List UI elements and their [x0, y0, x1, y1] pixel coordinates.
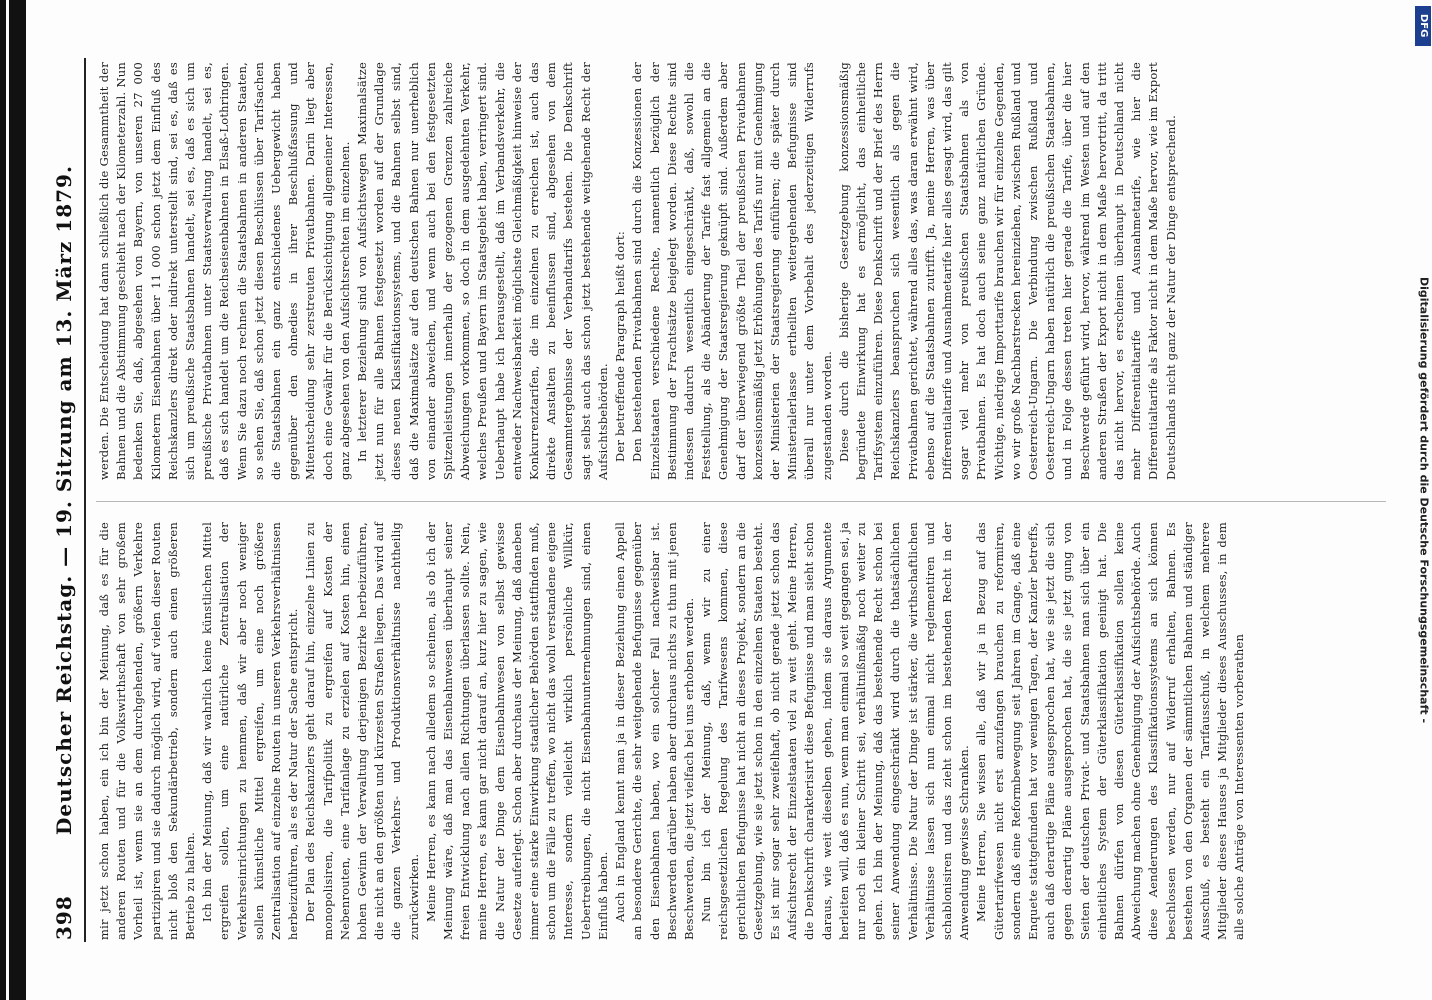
paragraph: Diese durch die bisherige Gesetzgebung konzessionsmäßig begründete Einwirkung hat es ermöglicht, das einheitliche Tarifsystem einzuführen. Diese Denkschrift und der Brief des Herrn Reichskanzlers beanspruchen sich wesentlich als gegen die Privatbahnen gerichtet, während alles das, was daran erwähnt wird, ebenso auf die Staatsbahnen zutrifft. Ja, meine Herren, was über Differentialtarife und Ausnahmetarife hier alles gesagt wird, das gilt sogar viel mehr von preußischen Staatsbahnen als von Privatbahnen. Es hat doch auch seine ganz natürlichen Gründe. Wichtige, niedrige Importtarife brauchen wir für einzelne Gegenden, wo wir große Nachbarstrecken hereinziehen, zwischen Rußland und Oesterreich-Ungarn. Die Verbindung zwischen Rußland und Oesterreich-Ungarn haben natürlich die preußischen Staatsbahnen, und in Folge dessen treten hier gerade die Tarife, über die hier Beschwerde geführt wird, hervor, während im Westen und auf den anderen Straßen der Export nicht in dem Maße hervortritt, da tritt das nicht hervor, es erscheinen überhaupt in Deutschland nicht mehr Differentialtarife und Ausnahmetarife, wie hier die Differentialtarife als Faktor nicht in dem Maße hervor, wie im Export Deutschlands nicht ganz der Natur der Dinge entsprechend. [836, 62, 1178, 480]
paragraph: Meine Herren, Sie wissen alle, daß wir ja in Bezug auf das Gütertarifwesen nicht erst anzufangen brauchen zu reformiren, sondern daß eine Reformbewegung seit Jahren im Gange, daß eine Enquete stattgefunden hat vor wenigen Tagen, der Kanzler betreffs, auch daß derartige Pläne ausgesprochen hat, wie sie jetzt die sich gegen derartig Pläne ausgesprochen hat, die sie jetzt gung von Seiten der deutschen Privat- und Staatsbahnen man sich über ein einheitliches System der Güterklassifikation geeinigt hat. Die Bahnen dürfen von diesen Güterklassifikation sollen keine Abweichung machen ohne Genehmigung der Aufsichtsbehörde. Auch diese Aenderungen des Klassifikationssystems an sich können beschlossen werden, nur auf Widerruf erhalten, Bahnen. Es bestehen von den Organen der sämmtlichen Bahnen und ständiger Ausschuß, es besteht ein Tarifausschuß, in welchem mehrere Mitglieder dieses Hauses ja Mitglieder dieses Ausschusses, in dem alle solche Anträge von Interessenten vorberathen [974, 522, 1247, 940]
dfg-logo: DFG [1415, 6, 1431, 46]
left-column [96, 522, 1386, 940]
right-column [96, 62, 1386, 480]
paragraph: mir jetzt schon haben, ein ich bin der Meinung, daß es für die anderen Routen und für die Volkswirthschaft von sehr großem Vorheil ist, wenn sie an dem durchgehenden, größern Verkehre partizipiren und sie dadurch möglich wird, auf vielen dieser Routen nicht bloß den Sekundärbetrieb, sondern auch einen größeren Betrieb zu halten. [97, 522, 198, 940]
paragraph: Meine Herren, es kann nach alledem so scheinen, als ob ich der Meinung wäre, daß man das Eisenbahnwesen überhaupt seiner freien Entwicklung nach allen Richtungen überlassen sollte. Nein, meine Herren, es kann gar nicht darauf an, kurz hier zu sagen, wie die Natur der Dinge dem Eisenbahnwesen von selbst gewisse Gesetze auferlegt. Schon aber durchaus der Meinung, daß daneben immer eine starke Einwirkung staatlicher Behörden stattfinden muß, schon um die Fälle zu treffen, wo nicht das wohl verstandene eigene Interesse, sondern vielleicht wirklich persönliche Willkür, Uebertreibungen, die nicht Eisenbahnunternehmungen sind, einen Einfluß haben. [423, 522, 610, 940]
quoted-paragraph: Den bestehenden Privatbahnen sind durch die Konzessionen der Einzelstaaten verschiedene Rechte, namentlich bezüglich der Bestimmung der Frachtsätze beigelegt worden. Diese Rechte sind indessen dadurch wesentlich eingeschränkt, daß, sowohl die Feststellung, als die Abänderung der Tarife fast allgemein an die Genehmigung der Staatsregierung geknüpft sind. Außerdem aber darf der überwiegend größte Theil der preußischen Privatbahnen konzessionsmäßig jetzt Erhöhungen des Tarifs nur mit Genehmigung der Ministerien der Staatsregierung einführen; die später durch Ministerialerlasse ertheilten weitergehenden Befugnisse sind überall nur unter dem Vorbehalt des jederzeitigen Widerrufs zugestanden worden. [630, 62, 834, 480]
paragraph: Der betreffende Paragraph heißt dort: [613, 231, 628, 462]
page-number: 398 [52, 895, 76, 940]
paragraph: In letzterer Beziehung sind von Aufsichtswegen Maximalsätze jetzt nun für alle Bahnen festgesetzt worden auf der Grundlage dieses neuen Klassifikationssystems, und die Bahnen selbst sind, daß die Maximalsätze auf den deutschen Bahnen nur unerheblich von einander abweichen, und wenn auch bei den festgesetzten Spitzenleistungen innerhalb der gezogenen Grenzen zahlreiche Abweichungen vorkommen, so doch in dem ausgedehnten Verkehr, welches Preußen und Bayern im Staatsgebiet haben, verringert sind. Ueberhaupt habe ich herausgestellt, daß im Verbandsverkehr, die entweder Nachweisbarkeit möglichste Gleichmäßigkeit hinweise der Konkurrenztarifen, die im einzelnen zu erreichen ist, auch das direkte Anstalten zu beeinflussen sind, abgesehen von dem Gesammtergebnisse der Verbandtarifs bestehen. Die Denkschrift sagt selbst auch das schon jetzt bestehende weitgehende Recht der Aufsichtsbehörden. [355, 62, 610, 480]
paragraph: Auch in England kennt man ja in dieser Beziehung einen Appell an besondere Gerichte, die sehr weitgehende Befugnisse gegenüber den Eisenbahnen haben, wo ein solcher Fall nachweisbar ist. Beschwerden darüber haben aber durchaus nichts zu thun mit jenen Beschwerden, die jetzt vielfach bei uns erhoben werden. [613, 522, 696, 940]
paragraph: Der Plan des Reichskanzlers geht darauf hin, einzelne Linien zu monopolisiren, die Tarifpolitik zu ergreifen auf Kosten der Nebenrouten, eine Tarifanlage zu erzielen auf Kosten hin, einen hohen Gewinn der Verwaltung derjenigen Bezirke herbeizuführen, die nicht an den größten und kürzesten Straßen liegen. Das wird auf die ganzen Verkehrs- und Produktionsverhältnisse nachtheilig zurückwirken. [303, 522, 421, 940]
header-rule [84, 58, 86, 942]
digitization-credit: Digitalisierung gefördert durch die Deutsche Forschungsgemeinschaft - [1417, 276, 1431, 724]
paragraph: werden. Die Entscheidung hat dann schließlich die Gesammtheit der Bahnen und die Abstimmung geschieht nach der Kilometerzahl. Nun bedenken Sie, daß, abgesehen von Bayern, von unseren 27 000 Kilometern Eisenbahnen über 11 000 schon jetzt dem Einfluß des Reichskanzlers direkt oder indirekt unterstellt sind, sei es, daß es sich um preußische Staatsbahnen handelt, sei es, daß es sich um preußische Privatbahnen unter Staatsverwaltung handelt, sei es, daß es sich handelt um die Reichseisenbahnen in Elsaß-Lothringen. Wenn Sie dazu noch rechnen die Staatsbahnen in anderen Staaten, so sehen Sie, daß schon jetzt diesen Beschlüssen über Tarifsachen die Staatsbahnen ein ganz entschiedenes Uebergewicht haben gegenüber den ohnedies in ihrer Beschlußfassung und Mitentscheidung sehr zerstreuten Privatbahnen. Darin liegt aber doch eine Gewähr für die Berücksichtigung allgemeiner Interessen, ganz abgesehen von den Aufsichtsrechten im einzelnen. [97, 62, 352, 480]
column-divider [96, 501, 1386, 502]
paragraph: Nun bin ich der Meinung, daß, wenn wir zu einer reichsgesetzlichen Regelung des Tarifwesens kommen, diese gerichtlichen Befugnisse hat nicht an dieses Projekt, sondern an die Gesetzgebung, wie sie jetzt schon in den einzelnen Staaten besteht. Es ist mir sogar sehr zweifelhaft, ob nicht gerade jetzt schon das Aufsichtsrecht der Einzelstaaten viel zu weit geht. Meine Herren, die Denkschrift charakterisirt diese Befugnisse und man sieht schon daraus, wie weit dieselben gehen, indem sie daraus Argumente herleiten will, daß es nun, wenn man einmal so weit gegangen sei, ja nur noch ein kleiner Schritt sei, verhältnißmäßig noch weiter zu gehen. Ich bin der Meinung, daß das bestehende Recht schon bei seiner Anwendung eingeschränkt wird durch die thatsächlichen Verhältnisse. Die Natur der Dinge ist stärker, die wirthschaftlichen Verhältnisse lassen sich nun einmal nicht reglementiren und schablonisiren und das zieht schon im bestehenden Recht in der Anwendung gewisse Schranken. [699, 522, 972, 940]
page-header [52, 60, 80, 940]
paragraph: Ich bin der Meinung, daß wir wahrlich keine künstlichen Mittel ergreifen sollen, um eine natürliche Zentralisation der Verkehrseinrichtungen zu hemmen, daß wir aber noch weniger sollen künstliche Mittel ergreifen, um eine noch größere Zentralisation auf einzelne Routen in unseren Verkehrsverhältnissen herbeizuführen, als es der Natur der Sache entspricht. [200, 522, 301, 940]
running-title: Deutscher Reichstag. — 19. Sitzung am 13. März 1879. [52, 165, 76, 835]
